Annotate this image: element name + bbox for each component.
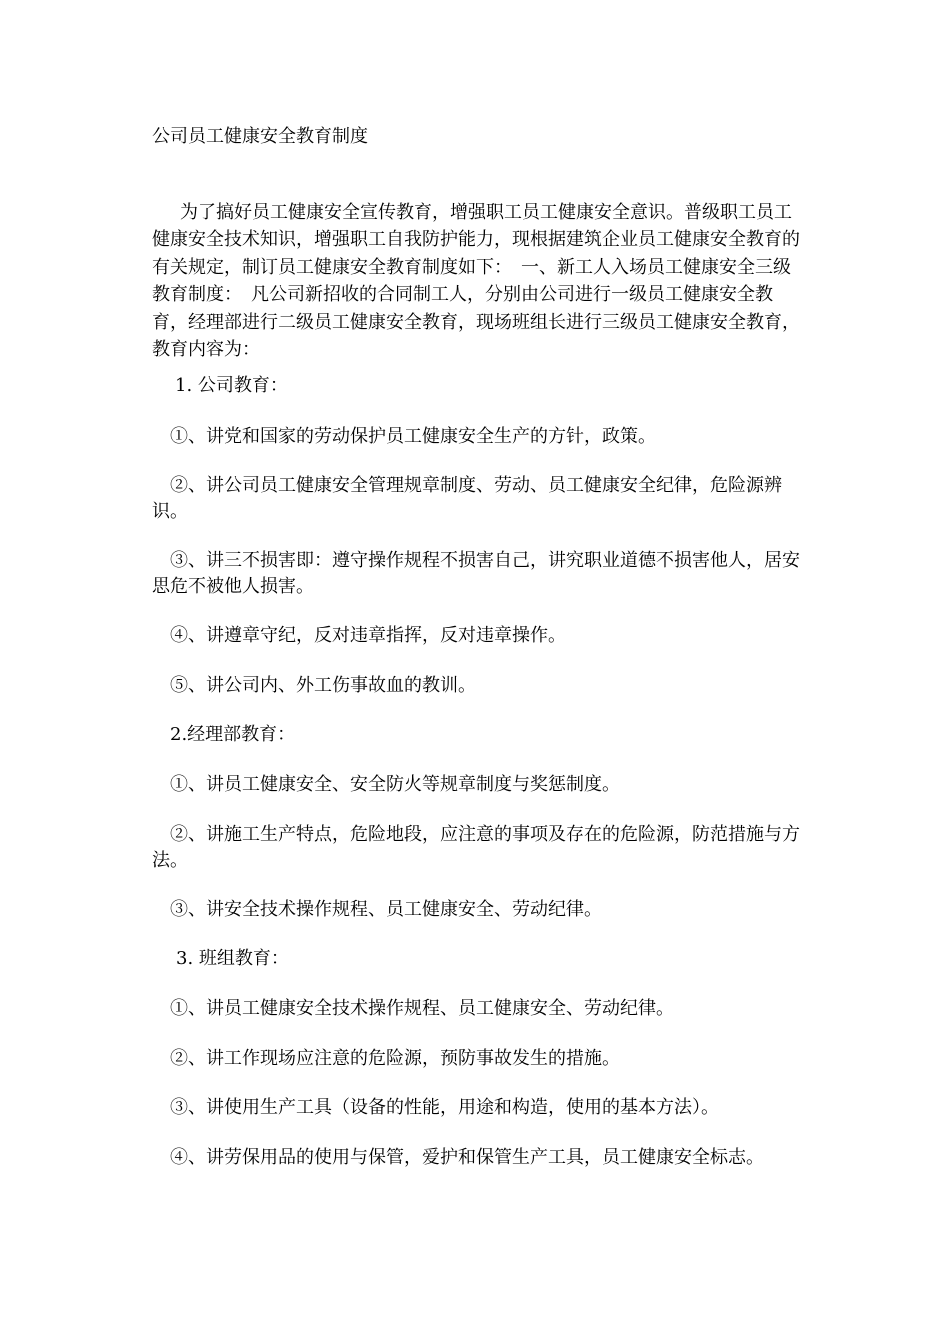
list-item: ④、讲遵章守纪，反对违章指挥，反对违章操作。 (170, 625, 566, 646)
section-heading-team: 3. 班组教育： (176, 948, 289, 969)
list-item: ①、讲员工健康安全技术操作规程、员工健康安全、劳动纪律。 (170, 998, 674, 1019)
list-item: ②、讲公司员工健康安全管理规章制度、劳动、员工健康安全纪律，危险源辨识。 (152, 475, 782, 522)
section-heading-company: 1. 公司教育： (175, 375, 288, 396)
intro-paragraph: 为了搞好员工健康安全宣传教育，增强职工员工健康安全意识。普级职工员工健康安全技术知识，增强职工自我防护能力，现根据建筑企业员工健康安全教育的有关规定，制订员工健康安全教育制度如下： 一、新工人入场员工健康安全三级教育制度： 凡公司新招收的合同制工人，分别由公司进行一级员工健康安全教育，经理部进行二级员工健康安全教育，现场班组长进行三级员工健康安全教育，教育内容为： (152, 202, 800, 361)
list-item: ①、讲员工健康安全、安全防火等规章制度与奖惩制度。 (170, 774, 620, 795)
document-title: 公司员工健康安全教育制度 (152, 126, 368, 147)
list-item: ③、讲安全技术操作规程、员工健康安全、劳动纪律。 (170, 899, 602, 920)
list-item: ③、讲三不损害即：遵守操作规程不损害自己，讲究职业道德不损害他人，居安思危不被他人损害。 (152, 550, 800, 597)
section-heading-department: 2.经理部教育： (170, 724, 296, 745)
list-item: ②、讲工作现场应注意的危险源，预防事故发生的措施。 (170, 1048, 620, 1069)
list-item: ①、讲党和国家的劳动保护员工健康安全生产的方针，政策。 (170, 426, 656, 447)
list-item: ③、讲使用生产工具（设备的性能，用途和构造，使用的基本方法）。 (170, 1097, 719, 1118)
list-item: ⑤、讲公司内、外工伤事故血的教训。 (170, 675, 476, 696)
list-item: ④、讲劳保用品的使用与保管，爱护和保管生产工具，员工健康安全标志。 (170, 1147, 764, 1168)
list-item: ②、讲施工生产特点，危险地段，应注意的事项及存在的危险源，防范措施与方法。 (152, 824, 800, 871)
